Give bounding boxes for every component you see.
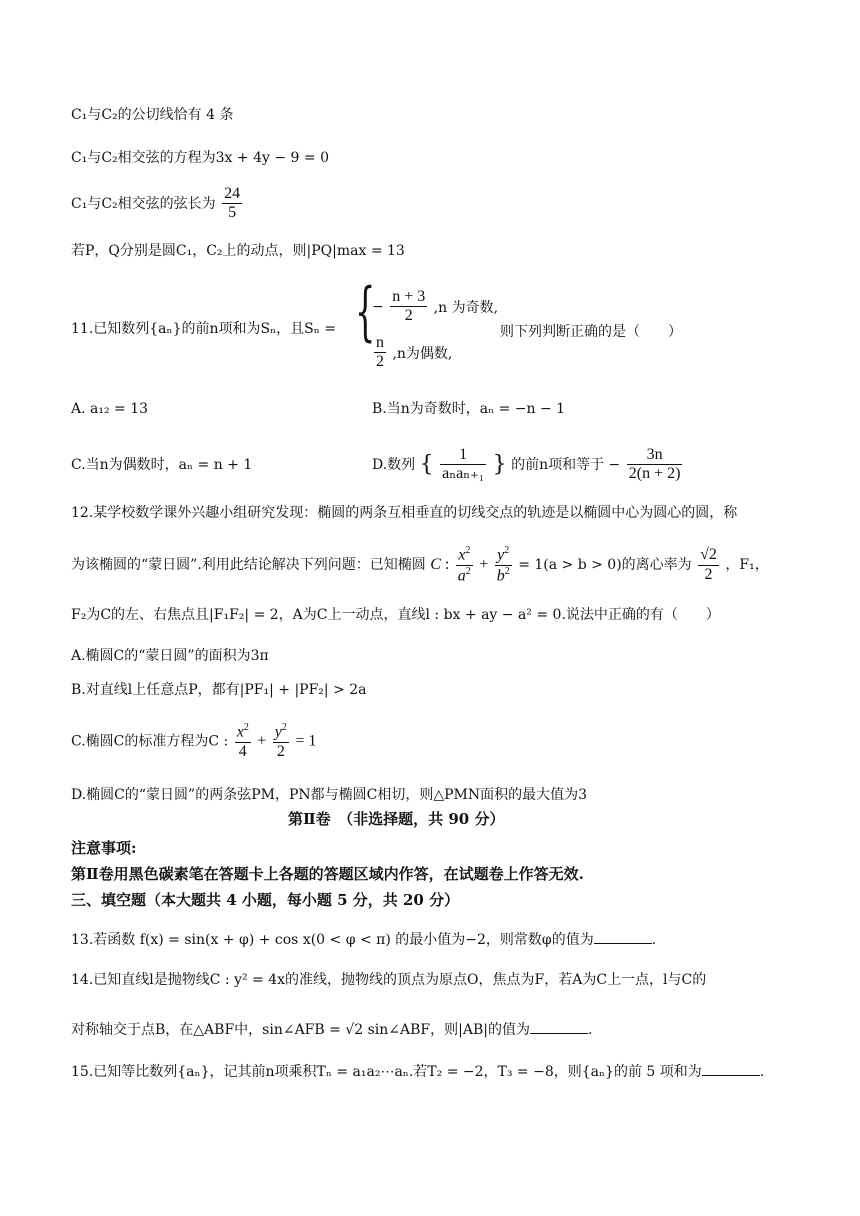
part2-heading: 第Ⅱ卷 （非选择题，共 90 分） <box>288 810 505 828</box>
q12-line2: 为该椭圆的“蒙日圆”.利用此结论解决下列问题：已知椭圆 C : $\frac{x^2}{a^2}$ + $\frac{y^2}{b^2}$ = 1(a > b > 0)的离心率为 $\frac{√2}{2}$ ，F₁， <box>71 545 769 585</box>
q11-brace: { <box>355 275 376 349</box>
q15: 15.已知等比数列{aₙ}，记其前n项乘积Tₙ = a₁a₂⋯aₙ.若T₂ = −2，T₃ = −8，则{aₙ}的前 5 项和为 . <box>71 1064 765 1080</box>
q11-case-even: $\frac{n}{2}$ ,n为偶数, <box>376 334 453 371</box>
q11-option-b: B.当n为奇数时，aₙ = −n − 1 <box>372 401 566 417</box>
q10-option-a: C₁与C₂的公切线恰有 4 条 <box>71 107 234 123</box>
q11-tail: 则下列判断正确的是（ ） <box>500 324 682 340</box>
q12-option-d: D.椭圆C的“蒙日圆”的两条弦PM，PN都与椭圆C相切，则△PMN面积的最大值为3 <box>71 787 588 803</box>
q12-option-b: B.对直线l上任意点P，都有|PF₁| + |PF₂| > 2a <box>71 682 367 698</box>
q14-line1: 14.已知直线l是抛物线C : y² = 4x的准线，抛物线的顶点为原点O，焦点为F，若A为C上一点，l与C的 <box>71 972 707 988</box>
q14-answer-blank[interactable] <box>530 1021 588 1034</box>
q10-option-c: C₁与C₂相交弦的弦长为 $\frac{24}{5}$ <box>71 185 241 222</box>
q15-answer-blank[interactable] <box>702 1063 760 1076</box>
q12-option-a: A.椭圆C的“蒙日圆”的面积为3π <box>71 648 269 664</box>
q13-answer-blank[interactable] <box>594 931 652 944</box>
q11-case-odd: − $\frac{n + 3}{2}$ ,n 为奇数, <box>372 288 499 325</box>
q10-optc-fraction: $\frac{24}{5}$ <box>224 185 241 222</box>
q10-option-b: C₁与C₂相交弦的方程为3x + 4y − 9 = 0 <box>71 150 329 166</box>
notice-title: 注意事项: <box>71 839 137 857</box>
q14-line2: 对称轴交于点B，在△ABF中，sin∠AFB = √2 sin∠ABF，则|AB|的值为 . <box>71 1022 593 1038</box>
q10-option-d: 若P，Q分别是圆C₁，C₂上的动点，则|PQ|max = 13 <box>71 243 405 259</box>
section3-heading: 三、填空题（本大题共 4 小题，每小题 5 分，共 20 分） <box>71 891 460 909</box>
q11-option-a: A. a₁₂ = 13 <box>71 401 149 417</box>
notice-body: 第Ⅱ卷用黑色碳素笔在答题卡上各题的答题区域内作答，在试题卷上作答无效. <box>71 865 584 883</box>
q12-option-c: C.椭圆C的标准方程为C : $\frac{x^2}{4}$ + $\frac{y^2}{2}$ = 1 <box>71 722 317 760</box>
q12-line3: F₂为C的左、右焦点且|F₁F₂| = 2，A为C上一动点，直线l : bx + ay − a² = 0.说法中正确的有（ ） <box>71 607 720 623</box>
q12-line1: 12.某学校数学课外兴趣小组研究发现：椭圆的两条互相垂直的切线交点的轨迹是以椭圆中心为圆心的圆，称 <box>71 505 738 521</box>
q13: 13.若函数 f(x) = sin(x + φ) + cos x(0 < φ < π) 的最小值为−2，则常数φ的值为 . <box>71 932 657 948</box>
q11-option-d: D.数列 { $\frac{1}{\text{aₙaₙ₊₁}}$ } 的前n项和等于 − $\frac{3n}{2(n + 2)}$ <box>372 446 681 483</box>
q11-stem: 11.已知数列{aₙ}的前n项和为Sₙ，且Sₙ = <box>71 321 336 337</box>
q11-option-c: C.当n为偶数时，aₙ = n + 1 <box>71 457 253 473</box>
